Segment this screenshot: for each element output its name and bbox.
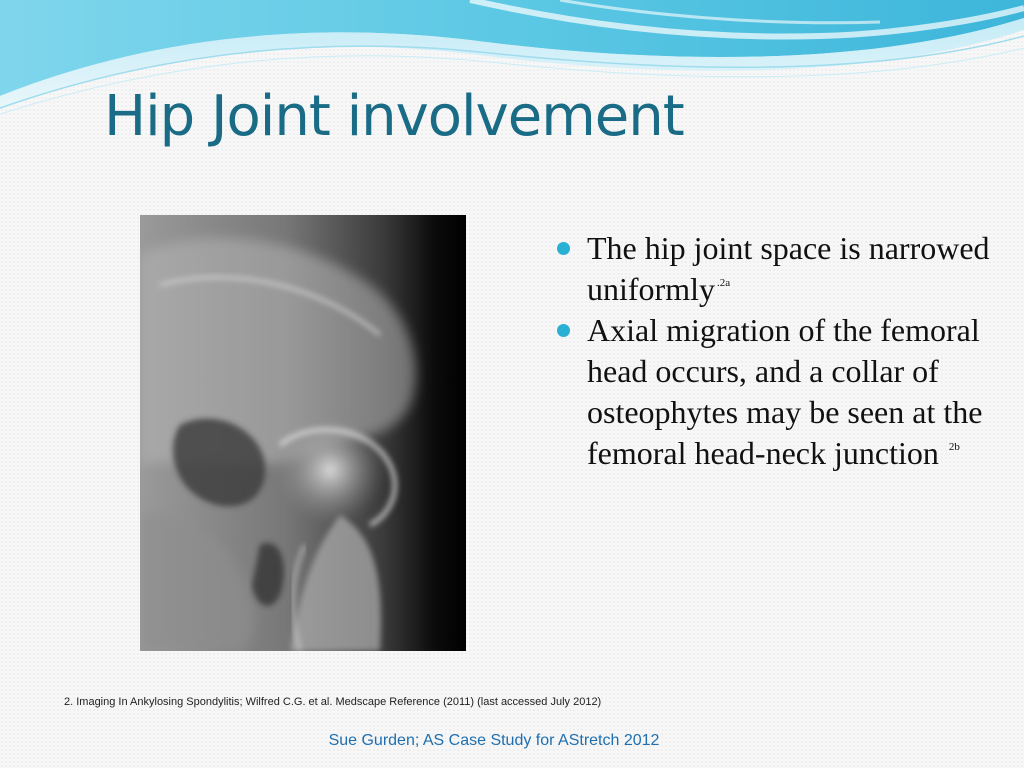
citation-marker: 2b bbox=[948, 441, 960, 453]
bullet-list bbox=[556, 228, 996, 474]
slide-title: Hip Joint involvement bbox=[104, 84, 684, 149]
footer-text: Sue Gurden; AS Case Study for AStretch 2012 bbox=[328, 732, 660, 749]
hip-xray-image bbox=[140, 215, 466, 651]
bullet-text: The hip joint space is narrowed uniformly bbox=[587, 230, 990, 307]
bullet-dot-icon bbox=[557, 324, 570, 337]
bullet-item bbox=[556, 228, 996, 310]
bullet-dot-icon bbox=[557, 242, 570, 255]
bullet-text: Axial migration of the femoral head occurs, and a collar of osteophytes may be seen at the femoral head-neck junction bbox=[587, 312, 983, 471]
citation-marker: .2a bbox=[716, 277, 731, 289]
slide-footer bbox=[0, 732, 1024, 750]
reference-citation: 2. Imaging In Ankylosing Spondylitis; Wilfred C.G. et al. Medscape Reference (2011) (last accessed July 2012) bbox=[64, 696, 602, 708]
bullet-item bbox=[556, 310, 996, 474]
